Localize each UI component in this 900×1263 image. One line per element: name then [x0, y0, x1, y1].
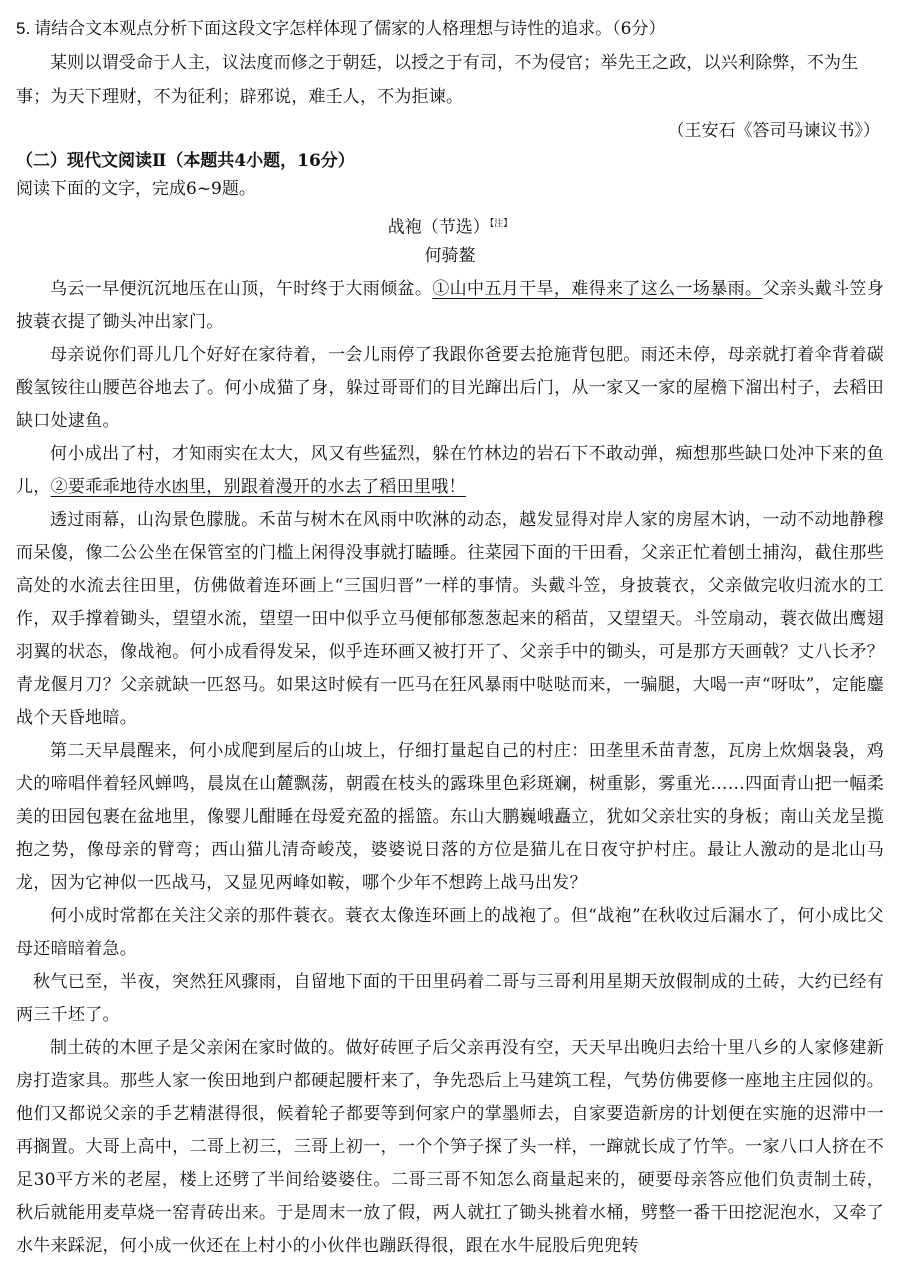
underlined-sentence-1: ①山中五月干旱，难得来了这么一场暴雨。 [432, 279, 763, 299]
paragraph-7: 秋气已至，半夜，突然狂风骤雨，自留地下面的干田里码着二哥与三哥利用星期天放假制成的土砖，大约已经有两三千坯了。 [16, 972, 884, 1025]
article-title [0, 213, 900, 239]
section-instruction: 阅读下面的文字，完成6~9题。 [16, 179, 256, 199]
note-mark: 【注】 [489, 219, 513, 229]
article-title-text: 战袍（节选） [387, 217, 490, 238]
paragraph-1 [16, 273, 884, 339]
quote-source: （王安石《答司马谏议书》） [667, 121, 880, 141]
p1-text-after: 父亲头戴斗笠身披蓑衣提了锄头冲出家门。 [16, 279, 884, 332]
section-title: （二）现代文阅读Ⅱ（本题共4小题，16分） [16, 151, 355, 171]
paragraph-5: 第二天早晨醒来，何小成爬到屋后的山坡上，仔细打量起自己的村庄：田垄里禾苗青葱，瓦房上炊烟袅袅，鸡犬的啼唱伴着轻风蝉鸣，晨岚在山麓飘荡，朝霞在枝头的露珠里色彩斑斓，树重影，雾重光……四面青山把一幅柔美的田园包裹在盆地里，像婴儿酣睡在母爱充盈的摇篮。东山大鹏巍峨矗立，犹如父亲壮实的身板；南山关龙呈揽抱之势，像母亲的臂弯；西山猫儿清奇峻茂，婆婆说日落的方位是猫儿在日夜守护村庄。最让人激动的是北山马龙，因为它神似一匹战马，又显见两峰如鞍，哪个少年不想跨上战马出发？ [16, 741, 884, 893]
paragraph-4: 透过雨幕，山沟景色朦胧。禾苗与树木在风雨中吹淋的动态，越发显得对岸人家的房屋木讷，一动不动地静穆而呆傻，像二公公坐在保管室的门槛上闲得没事就打瞌睡。往菜园下面的干田看，父亲正忙着刨土捕沟，截住那些高处的水流去往田里，仿佛做着连环画上“三国归晋”一样的事情。头戴斗笠，身披蓑衣，父亲做完收归流水的工作，双手撑着锄头，望望水流，望望一田中似乎立马便郁郁葱葱起来的稻苗，又望望天。斗笠扇动，蓑衣做出鹰翅羽翼的状态，像战袍。何小成看得发呆，似乎连环画又被打开了、父亲手中的锄头，可是那方天画戟？丈八长矛？青龙偃月刀？父亲就缺一匹怒马。如果这时候有一匹马在狂风暴雨中哒哒而来，一骗腿，大喝一声“呀呔”，定能鏖战个天昏地暗。 [16, 510, 884, 728]
question-5 [16, 18, 888, 40]
underlined-sentence-2: ②要乖乖地待水凼里，别跟着漫开的水去了稻田里哦！ [50, 477, 466, 497]
paragraph-8: 制土砖的木匣子是父亲闲在家时做的。做好砖匣子后父亲再没有空，天天早出晚归去给十里八乡的人家修建新房打造家具。那些人家一俟田地到户都硬起腰杆来了，争先恐后上马建筑工程，气势仿佛要修一座地主庄园似的。他们又都说父亲的手艺精湛得很，候着轮子都要等到何家户的掌墨师去，自家要造新房的计划便在实施的迟滞中一再搁置。大哥上高中，二哥上初三，三哥上初一，一个个笋子探了头一样，一蹿就长成了竹竿。一家八口人挤在不足30平方米的老屋，楼上还劈了半间给婆婆住。二哥三哥不知怎么商量起来的，硬要母亲答应他们负责制土砖，秋后就能用麦草烧一窑青砖出来。于是周末一放了假，两人就扛了锄头挑着水桶，劈整一番干田挖泥泡水，又牵了水牛来踩泥，何小成一伙还在上村小的小伙伴也蹦跃得很，跟在水牛屁股后兜兜转 [16, 1038, 884, 1256]
p3-text-before: 何小成出了村，才知雨实在太大，风又有些猛烈，躲在竹林边的岩石下不敢动弹，痴想那些缺口处冲下来的鱼儿， [16, 444, 884, 497]
paragraph-2: 母亲说你们哥儿几个好好在家待着，一会儿雨停了我跟你爸要去抢施背包肥。雨还未停，母亲就打着伞背着碳酸氢铵往山腰芭谷地去了。何小成猫了身，躲过哥哥们的目光蹿出后门，从一家又一家的屋檐下溜出村子，去稻田缺口处逮鱼。 [16, 345, 884, 431]
question-text: 请结合文本观点分析下面这段文字怎样体现了儒家的人格理想与诗性的追求。（6分） [34, 19, 666, 39]
question-number: 5. [16, 19, 31, 38]
p1-text-before: 乌云一早便沉沉地压在山顶，午时终于大雨倾盆。 [50, 279, 433, 299]
article-author: 何骑鳌 [424, 246, 476, 266]
paragraph-6: 何小成时常都在关注父亲的那件蓑衣。蓑衣太像连环画上的战袍了。但“战袍”在秋收过后漏水了，何小成比父母还暗暗着急。 [16, 906, 884, 959]
article-body [16, 273, 884, 1263]
paragraph-3 [16, 438, 884, 504]
quoted-passage: 某则以谓受命于人主，议法度而修之于朝廷，以授之于有司，不为侵官；举先王之政，以兴利除弊，不为生事；为天下理财，不为征利；辟邪说，难壬人，不为拒谏。 [16, 53, 859, 107]
